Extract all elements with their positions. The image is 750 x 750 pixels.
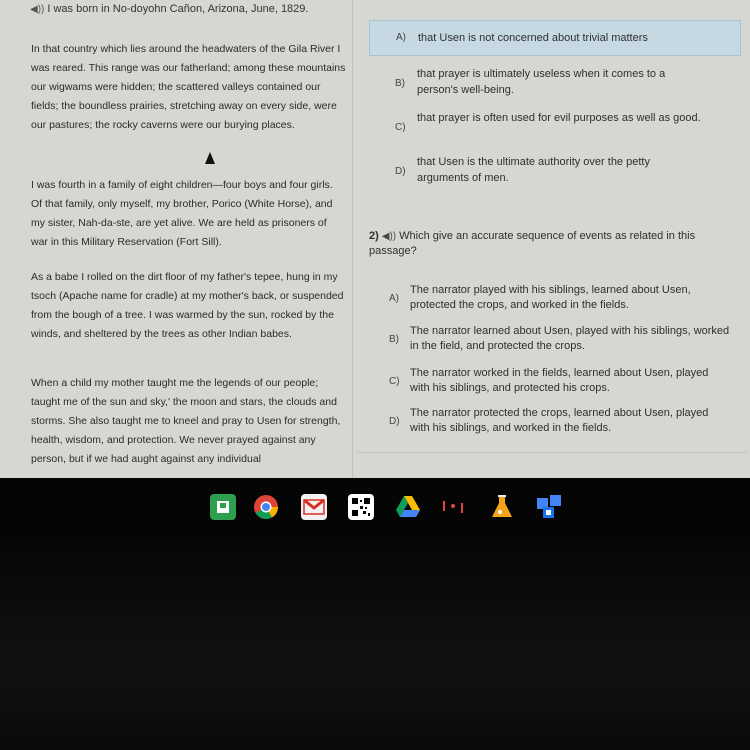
passage-paragraph: When a child my mother taught me the legends of our people; taught me of the sun and sky,' the moon and stars, the clouds and storms. She also taught me to kneel and pray to Usen for strength, health, wisdom, and protection. We never prayed against any person, but if we had aught against any individual: [31, 377, 341, 465]
option-letter: D): [395, 166, 406, 177]
passage-pane: [0, 0, 350, 478]
q2-option-c[interactable]: [369, 366, 739, 398]
option-letter: C): [395, 122, 406, 133]
option-text: The narrator protected the crops, learned about Usen, played with his siblings, and worked in the fields.: [410, 407, 709, 434]
option-letter: B): [389, 334, 399, 345]
passage-paragraph: In that country which lies around the headwaters of the Gila River I was reared. This range was our fatherland; among these mountains our wigwams were hidden; the scattered valleys contained our fields; the boundless prairies, stretching away on every side, were our pastures; the rocky caverns were our burying places.: [31, 43, 346, 131]
option-text: that prayer is ultimately useless when it comes to a person's well-being.: [417, 68, 666, 96]
qr-code-icon[interactable]: [348, 494, 374, 520]
q2-option-d[interactable]: [369, 406, 739, 438]
q1-option-a[interactable]: [369, 20, 741, 56]
passage-paragraph: As a babe I rolled on the dirt floor of my father's tepee, hung in my tsoch (Apache name for cradle) at my mother's back, or suspended from the bough of a tree. I was warmed by the sun, rocked by the winds, and sheltered by the trees as other Indian babes.: [31, 271, 344, 340]
option-text: that Usen is the ultimate authority over the petty arguments of men.: [417, 156, 650, 184]
passage-paragraph: I was fourth in a family of eight children—four boys and four girls. Of that family, only myself, my brother, Porico (White Horse), and my sister, Nah-da-ste, are yet alive. We are held as prisoners of war in this Military Reservation (Fort Sill).: [31, 179, 333, 248]
option-letter: C): [389, 376, 400, 387]
option-letter: A): [389, 293, 399, 304]
option-text: The narrator worked in the fields, learned about Usen, played with his siblings, and protected his crops.: [410, 367, 709, 394]
option-letter: D): [389, 416, 400, 427]
passage-title-text: I was born in No-doyohn Cañon, Arizona, June, 1829.: [47, 3, 309, 15]
speaker-icon[interactable]: ◀)): [30, 4, 45, 15]
taskbar: [0, 478, 750, 538]
mouse-pointer-icon: [205, 152, 215, 164]
option-letter: B): [395, 78, 405, 89]
question-prompt: Which give an accurate sequence of events as related in this passage?: [369, 230, 696, 257]
classroom-icon[interactable]: [210, 494, 236, 520]
q1-option-b[interactable]: [369, 66, 739, 100]
option-text: that Usen is not concerned about trivial matters: [418, 32, 648, 44]
passage-title: [30, 0, 308, 19]
bezel-area: [0, 538, 750, 750]
google-drive-icon[interactable]: [395, 494, 421, 520]
section-divider: [357, 452, 747, 453]
option-letter: A): [396, 32, 406, 43]
q2-option-b[interactable]: [369, 324, 739, 356]
option-text: The narrator learned about Usen, played with his siblings, worked in the field, and protected the crops.: [410, 325, 730, 352]
speaker-icon[interactable]: ◀)): [381, 231, 397, 242]
chrome-icon[interactable]: [253, 494, 279, 520]
gmail-icon[interactable]: [301, 494, 327, 520]
question-2: [369, 229, 739, 259]
science-flask-icon[interactable]: [489, 494, 515, 520]
q1-option-d[interactable]: [369, 154, 739, 188]
q1-option-c[interactable]: [369, 110, 739, 144]
app-launcher-icon[interactable]: [536, 494, 562, 520]
question-number: 2): [369, 230, 379, 242]
question-pane: [353, 0, 750, 478]
option-text: that prayer is often used for evil purposes as well as good.: [417, 112, 701, 124]
q2-option-a[interactable]: [369, 283, 739, 315]
option-text: The narrator played with his siblings, learned about Usen, protected the crops, and worked in the fields.: [410, 284, 691, 311]
pong-icon[interactable]: [440, 494, 466, 520]
